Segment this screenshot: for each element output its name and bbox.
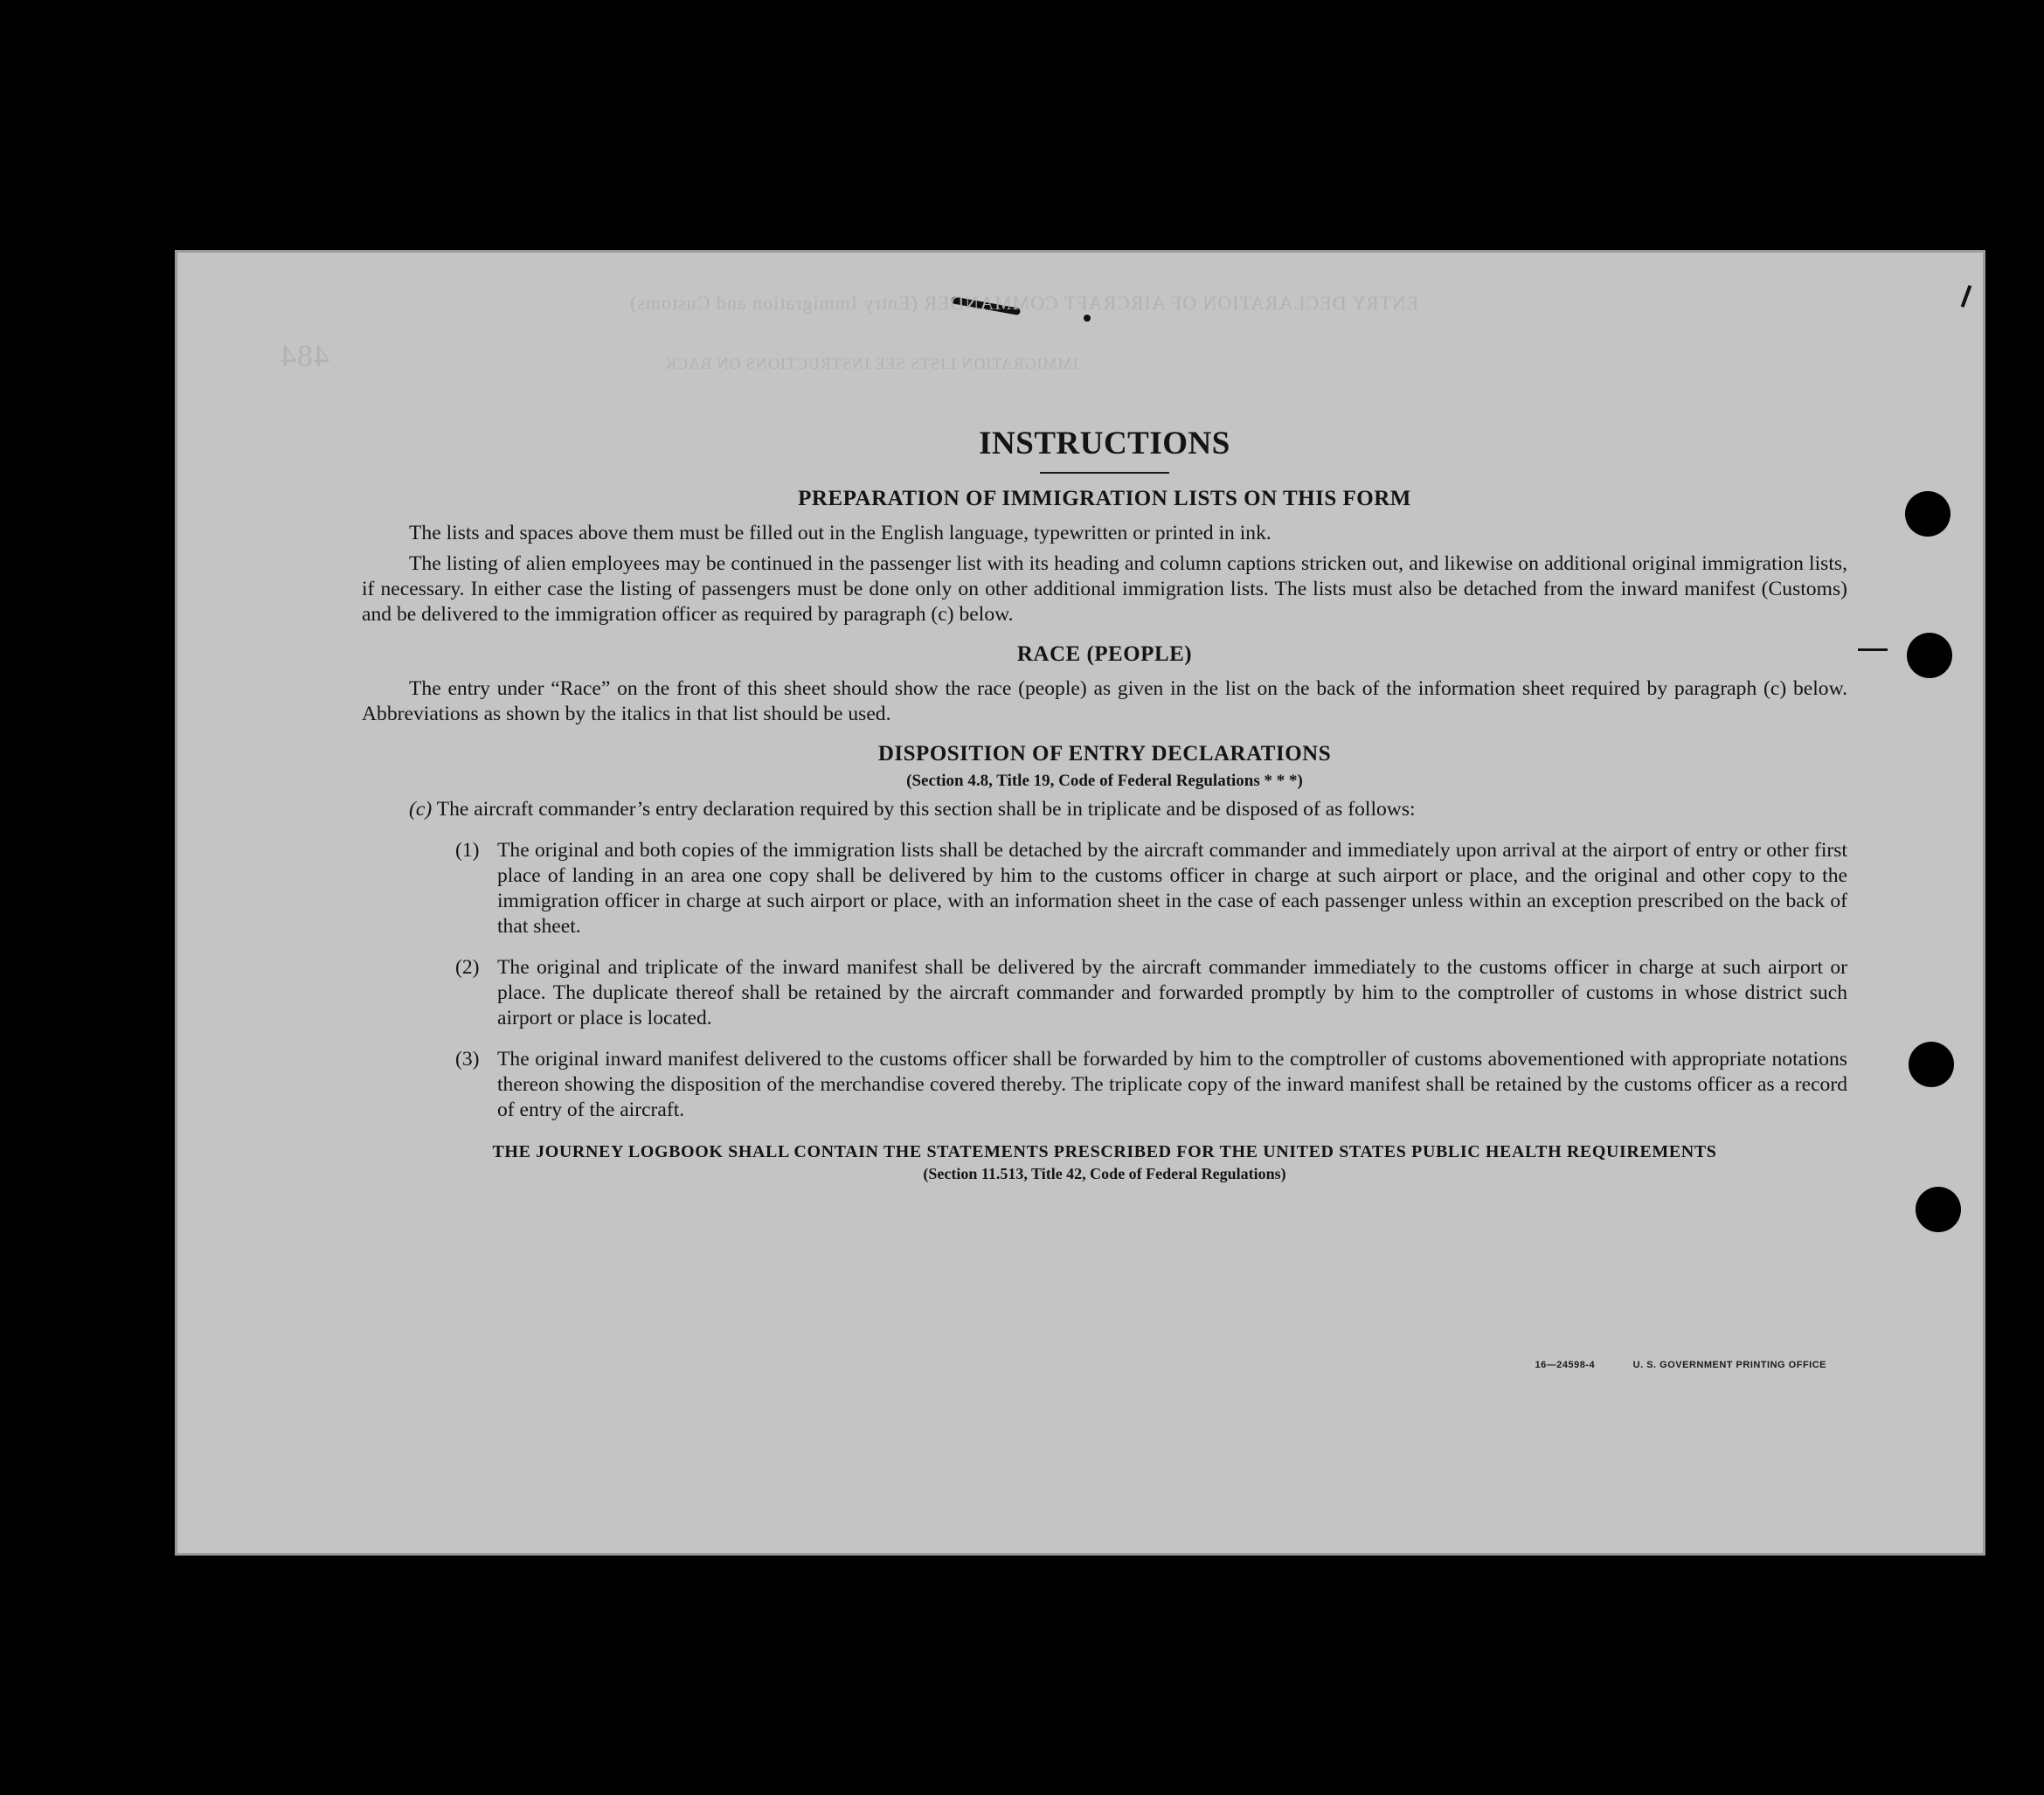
section-heading-race: RACE (PEOPLE) bbox=[1016, 642, 1193, 666]
ink-mark bbox=[1084, 315, 1091, 322]
clause-c bbox=[362, 797, 1847, 822]
ink-mark bbox=[1961, 285, 1972, 308]
punch-hole-1 bbox=[1905, 491, 1950, 537]
item-text: The original inward manifest delivered to the customs officer shall be forwarded by him to the comptroller of customs abovementioned with appropriate notations thereon showing the disposition of the merchandise covered thereby. The triplicate copy of the inward manifest shall be retained by the customs officer as a record of entry of the aircraft. bbox=[497, 1048, 1847, 1121]
clause-label: (c) bbox=[409, 798, 433, 821]
clause-text: The aircraft commander’s entry declaration required by this section shall be in triplicate and be disposed of as follows: bbox=[436, 798, 1416, 821]
list-item bbox=[362, 838, 1847, 939]
list-item bbox=[362, 1047, 1847, 1123]
ink-mark bbox=[1858, 648, 1888, 651]
punch-hole-3 bbox=[1909, 1042, 1954, 1087]
printer-imprint bbox=[1535, 1360, 1826, 1370]
item-number: (3) bbox=[455, 1048, 480, 1071]
health-requirements-statement: THE JOURNEY LOGBOOK SHALL CONTAIN THE STATEMENTS PRESCRIBED FOR THE UNITED STATES PUBLIC HEALTH REQUIREMENTS bbox=[492, 1142, 1717, 1161]
regulation-citation: (Section 4.8, Title 19, Code of Federal Regulations * * *) bbox=[906, 772, 1303, 790]
section-heading-disposition: DISPOSITION OF ENTRY DECLARATIONS bbox=[877, 742, 1332, 766]
title-divider bbox=[1040, 472, 1169, 474]
punch-hole-2 bbox=[1907, 633, 1952, 678]
paragraph: The listing of alien employees may be continued in the passenger list with its heading and column captions stricken out, and likewise on additional original immigration lists, if necessary. In either case the listing of passengers must be done only on other additional immigration lists. The lists must also be detached from the inward manifest (Customs) and be delivered to the immigration officer as required by paragraph (c) below. bbox=[362, 552, 1847, 626]
item-text: The original and triplicate of the inward manifest shall be delivered by the aircraft commander immediately to the customs officer in charge at such airport or place. The duplicate thereof shall be retained by the aircraft commander and forwarded promptly by him to the comptroller of customs in whose district such airport or place is located. bbox=[497, 956, 1847, 1029]
punch-hole-4 bbox=[1916, 1187, 1961, 1232]
page-title: INSTRUCTIONS bbox=[979, 426, 1230, 461]
bleed-through-text: 484 bbox=[280, 338, 329, 373]
paragraph: The lists and spaces above them must be filled out in the English language, typewritten or printed in ink. bbox=[409, 522, 1271, 544]
item-text: The original and both copies of the immigration lists shall be detached by the aircraft commander and immediately upon arrival at the airport of entry or other first place of landing in an area one copy shall be delivered by him to the customs officer in charge at such airport or place, and the original and other copy to the immigration officer in charge at such airport or place, with an information sheet in the case of each passenger unless within an exception prescribed on the back of that sheet. bbox=[497, 839, 1847, 938]
item-number: (2) bbox=[455, 956, 480, 979]
form-number: 16—24598-4 bbox=[1535, 1360, 1596, 1370]
list-item bbox=[362, 955, 1847, 1031]
bleed-through-text: ENTRY DECLARATION OF AIRCRAFT COMMANDER (Entry Immigration and Customs) bbox=[629, 292, 1419, 314]
health-regulation-citation: (Section 11.513, Title 42, Code of Federal Regulations) bbox=[923, 1165, 1286, 1182]
section-heading-preparation: PREPARATION OF IMMIGRATION LISTS ON THIS FORM bbox=[798, 487, 1411, 510]
instructions-body bbox=[362, 425, 1847, 1183]
printing-office: U. S. GOVERNMENT PRINTING OFFICE bbox=[1632, 1360, 1826, 1370]
item-number: (1) bbox=[455, 839, 480, 862]
document-sheet bbox=[175, 250, 1985, 1556]
bleed-through-text: IMMIGRATION LISTS SEE INSTRUCTIONS ON BACK bbox=[664, 355, 1078, 372]
paragraph: The entry under “Race” on the front of this sheet should show the race (people) as given in the list on the back of the information sheet required by paragraph (c) below. Abbreviations as shown by the italics in that list should be used. bbox=[362, 677, 1847, 725]
